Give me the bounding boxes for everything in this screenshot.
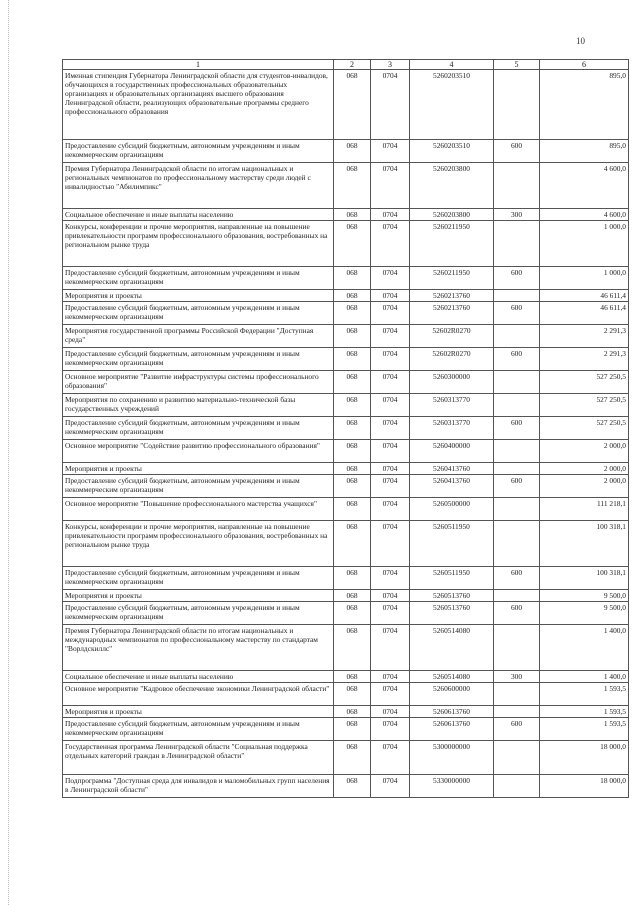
table-row — [63, 290, 629, 302]
row-section-cell: 0704 — [371, 440, 410, 463]
row-name-cell: Основное мероприятие "Кадровое обеспечение экономики Ленинградской области" — [63, 683, 334, 706]
row-name-cell: Социальное обеспечение и иные выплаты населению — [63, 671, 334, 683]
row-expense-type-cell: 600 — [494, 567, 540, 590]
table-row — [63, 325, 629, 348]
row-amount-cell: 527 250,5 — [540, 394, 629, 417]
row-section-cell: 0704 — [371, 371, 410, 394]
row-name-cell: Мероприятия и проекты — [63, 590, 334, 602]
row-code-cell: 068 — [334, 602, 371, 625]
table-row — [63, 671, 629, 683]
row-code-cell: 068 — [334, 325, 371, 348]
row-amount-cell: 1 593,5 — [540, 718, 629, 741]
table-row — [63, 209, 629, 221]
row-target-cell: 5260413760 — [410, 463, 494, 475]
row-target-cell: 5260613760 — [410, 718, 494, 741]
row-amount-cell: 2 000,0 — [540, 475, 629, 498]
row-target-cell: 5260213760 — [410, 290, 494, 302]
table-row — [63, 498, 629, 521]
row-code-cell: 068 — [334, 625, 371, 671]
row-name-cell: Мероприятия государственной программы Российской Федерации "Доступная среда" — [63, 325, 334, 348]
row-target-cell: 5330000000 — [410, 775, 494, 798]
row-amount-cell: 4 600,0 — [540, 209, 629, 221]
row-target-cell: 5260213760 — [410, 302, 494, 325]
row-name-cell: Основное мероприятие "Развитие инфраструктуры системы профессионального образования" — [63, 371, 334, 394]
row-expense-type-cell — [494, 775, 540, 798]
row-code-cell: 068 — [334, 70, 371, 140]
row-code-cell: 068 — [334, 209, 371, 221]
table-row — [63, 463, 629, 475]
table-row — [63, 741, 629, 775]
row-code-cell: 068 — [334, 706, 371, 718]
row-section-cell: 0704 — [371, 209, 410, 221]
table-header-row — [63, 60, 629, 70]
page-number: 10 — [576, 36, 585, 46]
row-name-cell: Премия Губернатора Ленинградской области по итогам национальных и региональных чемпионатов по профессиональному мастерству среди людей с инвалидностью "Абилимпикс" — [63, 163, 334, 209]
row-expense-type-cell — [494, 325, 540, 348]
table-row — [63, 567, 629, 590]
row-expense-type-cell: 600 — [494, 475, 540, 498]
row-section-cell: 0704 — [371, 348, 410, 371]
row-target-cell: 5260203800 — [410, 209, 494, 221]
row-expense-type-cell — [494, 70, 540, 140]
row-target-cell: 52602R0270 — [410, 348, 494, 371]
row-expense-type-cell — [494, 394, 540, 417]
row-target-cell: 5260203510 — [410, 140, 494, 163]
row-name-cell: Конкурсы, конференции и прочие мероприятия, направленные на повышение привлекательности программ профессионального образования, востребованных на региональном рынке труда — [63, 221, 334, 267]
row-code-cell: 068 — [334, 267, 371, 290]
row-target-cell: 5260313770 — [410, 417, 494, 440]
row-expense-type-cell — [494, 625, 540, 671]
row-amount-cell: 18 000,0 — [540, 775, 629, 798]
row-amount-cell: 100 318,1 — [540, 567, 629, 590]
table-row — [63, 70, 629, 140]
row-name-cell: Премия Губернатора Ленинградской области по итогам национальных и международных чемпионатов по профессиональному мастерству по стандартам "Ворлдскиллс" — [63, 625, 334, 671]
row-expense-type-cell — [494, 741, 540, 775]
row-expense-type-cell — [494, 463, 540, 475]
row-expense-type-cell: 600 — [494, 602, 540, 625]
row-target-cell: 5260400000 — [410, 440, 494, 463]
row-name-cell: Мероприятия и проекты — [63, 706, 334, 718]
row-amount-cell: 527 250,5 — [540, 417, 629, 440]
table-row — [63, 417, 629, 440]
row-amount-cell: 100 318,1 — [540, 521, 629, 567]
row-amount-cell: 9 500,0 — [540, 590, 629, 602]
row-code-cell: 068 — [334, 290, 371, 302]
row-section-cell: 0704 — [371, 683, 410, 706]
row-code-cell: 068 — [334, 394, 371, 417]
row-expense-type-cell — [494, 221, 540, 267]
row-amount-cell: 895,0 — [540, 140, 629, 163]
row-code-cell: 068 — [334, 371, 371, 394]
table-row — [63, 625, 629, 671]
row-code-cell: 068 — [334, 590, 371, 602]
table-row — [63, 602, 629, 625]
table-row — [63, 267, 629, 290]
row-target-cell: 5260211950 — [410, 267, 494, 290]
row-name-cell: Предоставление субсидий бюджетным, автономным учреждениям и иным некоммерческим организациям — [63, 475, 334, 498]
row-name-cell: Предоставление субсидий бюджетным, автономным учреждениям и иным некоммерческим организациям — [63, 140, 334, 163]
row-amount-cell: 1 000,0 — [540, 221, 629, 267]
row-amount-cell: 18 000,0 — [540, 741, 629, 775]
row-amount-cell: 1 400,0 — [540, 671, 629, 683]
row-expense-type-cell: 300 — [494, 671, 540, 683]
row-section-cell: 0704 — [371, 140, 410, 163]
table-row — [63, 590, 629, 602]
row-target-cell: 5260211950 — [410, 221, 494, 267]
row-section-cell: 0704 — [371, 267, 410, 290]
row-code-cell: 068 — [334, 741, 371, 775]
row-name-cell: Основное мероприятие "Содействие развитию профессионального образования" — [63, 440, 334, 463]
budget-table — [62, 59, 629, 798]
row-section-cell: 0704 — [371, 602, 410, 625]
table-row — [63, 706, 629, 718]
row-section-cell: 0704 — [371, 567, 410, 590]
row-expense-type-cell — [494, 371, 540, 394]
row-code-cell: 068 — [334, 302, 371, 325]
row-code-cell: 068 — [334, 463, 371, 475]
row-code-cell: 068 — [334, 683, 371, 706]
row-target-cell: 5260511950 — [410, 567, 494, 590]
row-expense-type-cell: 600 — [494, 718, 540, 741]
row-target-cell: 5260313770 — [410, 394, 494, 417]
column-header: 6 — [540, 60, 629, 70]
row-code-cell: 068 — [334, 475, 371, 498]
row-section-cell: 0704 — [371, 775, 410, 798]
table-body — [63, 70, 629, 798]
table-row — [63, 163, 629, 209]
row-section-cell: 0704 — [371, 706, 410, 718]
row-section-cell: 0704 — [371, 521, 410, 567]
row-section-cell: 0704 — [371, 475, 410, 498]
table-row — [63, 475, 629, 498]
row-section-cell: 0704 — [371, 671, 410, 683]
left-margin-rule — [8, 0, 9, 905]
row-code-cell: 068 — [334, 567, 371, 590]
row-amount-cell: 895,0 — [540, 70, 629, 140]
row-code-cell: 068 — [334, 348, 371, 371]
row-name-cell: Предоставление субсидий бюджетным, автономным учреждениям и иным некоммерческим организациям — [63, 567, 334, 590]
row-section-cell: 0704 — [371, 302, 410, 325]
row-amount-cell: 2 000,0 — [540, 440, 629, 463]
table-row — [63, 371, 629, 394]
row-expense-type-cell: 600 — [494, 140, 540, 163]
table-row — [63, 718, 629, 741]
row-section-cell: 0704 — [371, 417, 410, 440]
row-target-cell: 52602R0270 — [410, 325, 494, 348]
row-name-cell: Предоставление субсидий бюджетным, автономным учреждениям и иным некоммерческим организациям — [63, 718, 334, 741]
row-expense-type-cell — [494, 521, 540, 567]
row-expense-type-cell: 600 — [494, 348, 540, 371]
column-header: 1 — [63, 60, 334, 70]
row-section-cell: 0704 — [371, 221, 410, 267]
row-expense-type-cell — [494, 683, 540, 706]
row-target-cell: 5260413760 — [410, 475, 494, 498]
row-expense-type-cell: 600 — [494, 417, 540, 440]
row-name-cell: Предоставление субсидий бюджетным, автономным учреждениям и иным некоммерческим организациям — [63, 267, 334, 290]
row-expense-type-cell — [494, 163, 540, 209]
row-section-cell: 0704 — [371, 463, 410, 475]
row-target-cell: 5260613760 — [410, 706, 494, 718]
row-name-cell: Мероприятия по сохранению и развитию материально-технической базы государственных учреждений — [63, 394, 334, 417]
row-amount-cell: 2 291,3 — [540, 348, 629, 371]
row-name-cell: Государственная программа Ленинградской области "Социальная поддержка отдельных категорий граждан в Ленинградской области" — [63, 741, 334, 775]
row-amount-cell: 527 250,5 — [540, 371, 629, 394]
row-name-cell: Основное мероприятие "Повышение профессионального мастерства учащихся" — [63, 498, 334, 521]
row-name-cell: Социальное обеспечение и иные выплаты населению — [63, 209, 334, 221]
column-header: 4 — [410, 60, 494, 70]
row-section-cell: 0704 — [371, 625, 410, 671]
row-expense-type-cell — [494, 290, 540, 302]
table-row — [63, 775, 629, 798]
row-section-cell: 0704 — [371, 290, 410, 302]
row-amount-cell: 1 000,0 — [540, 267, 629, 290]
row-amount-cell: 46 611,4 — [540, 290, 629, 302]
row-code-cell: 068 — [334, 221, 371, 267]
row-amount-cell: 1 400,0 — [540, 625, 629, 671]
row-expense-type-cell — [494, 590, 540, 602]
row-expense-type-cell: 600 — [494, 302, 540, 325]
row-amount-cell: 1 593,5 — [540, 706, 629, 718]
row-target-cell: 5260511950 — [410, 521, 494, 567]
row-code-cell: 068 — [334, 498, 371, 521]
row-code-cell: 068 — [334, 521, 371, 567]
row-section-cell: 0704 — [371, 718, 410, 741]
row-code-cell: 068 — [334, 440, 371, 463]
row-amount-cell: 4 600,0 — [540, 163, 629, 209]
row-target-cell: 5260514080 — [410, 625, 494, 671]
row-expense-type-cell — [494, 440, 540, 463]
row-expense-type-cell: 600 — [494, 267, 540, 290]
row-code-cell: 068 — [334, 140, 371, 163]
row-amount-cell: 46 611,4 — [540, 302, 629, 325]
row-target-cell: 5260513760 — [410, 602, 494, 625]
table-row — [63, 302, 629, 325]
row-name-cell: Мероприятия и проекты — [63, 463, 334, 475]
row-section-cell: 0704 — [371, 163, 410, 209]
table-row — [63, 440, 629, 463]
table-row — [63, 221, 629, 267]
row-name-cell: Предоставление субсидий бюджетным, автономным учреждениям и иным некоммерческим организациям — [63, 302, 334, 325]
table-row — [63, 683, 629, 706]
row-name-cell: Именная стипендия Губернатора Ленинградской области для студентов-инвалидов, обучающихся в государственных профессиональных образовательных организациях и образовательных организациях высшего образования Ленинградской области, реализующих образовательные программы среднего профессионального образования — [63, 70, 334, 140]
row-expense-type-cell — [494, 498, 540, 521]
row-amount-cell: 9 500,0 — [540, 602, 629, 625]
row-code-cell: 068 — [334, 417, 371, 440]
row-name-cell: Подпрограмма "Доступная среда для инвалидов и маломобильных групп населения в Ленинградской области" — [63, 775, 334, 798]
row-name-cell: Конкурсы, конференции и прочие мероприятия, направленные на повышение привлекательности программ профессионального образования, востребованных на региональном рынке труда — [63, 521, 334, 567]
row-amount-cell: 1 593,5 — [540, 683, 629, 706]
column-header: 2 — [334, 60, 371, 70]
row-section-cell: 0704 — [371, 70, 410, 140]
row-code-cell: 068 — [334, 671, 371, 683]
row-amount-cell: 2 000,0 — [540, 463, 629, 475]
row-section-cell: 0704 — [371, 741, 410, 775]
row-expense-type-cell — [494, 706, 540, 718]
row-target-cell: 5300000000 — [410, 741, 494, 775]
table-row — [63, 394, 629, 417]
row-code-cell: 068 — [334, 718, 371, 741]
row-target-cell: 5260600000 — [410, 683, 494, 706]
row-target-cell: 5260500000 — [410, 498, 494, 521]
row-code-cell: 068 — [334, 775, 371, 798]
row-target-cell: 5260203510 — [410, 70, 494, 140]
row-target-cell: 5260203800 — [410, 163, 494, 209]
column-header: 3 — [371, 60, 410, 70]
row-target-cell: 5260300000 — [410, 371, 494, 394]
row-section-cell: 0704 — [371, 325, 410, 348]
table-row — [63, 348, 629, 371]
column-header: 5 — [494, 60, 540, 70]
row-expense-type-cell: 300 — [494, 209, 540, 221]
row-name-cell: Мероприятия и проекты — [63, 290, 334, 302]
row-name-cell: Предоставление субсидий бюджетным, автономным учреждениям и иным некоммерческим организациям — [63, 348, 334, 371]
table-row — [63, 521, 629, 567]
row-section-cell: 0704 — [371, 394, 410, 417]
row-amount-cell: 111 218,1 — [540, 498, 629, 521]
row-amount-cell: 2 291,3 — [540, 325, 629, 348]
row-name-cell: Предоставление субсидий бюджетным, автономным учреждениям и иным некоммерческим организациям — [63, 417, 334, 440]
row-code-cell: 068 — [334, 163, 371, 209]
row-section-cell: 0704 — [371, 590, 410, 602]
row-section-cell: 0704 — [371, 498, 410, 521]
table-row — [63, 140, 629, 163]
row-name-cell: Предоставление субсидий бюджетным, автономным учреждениям и иным некоммерческим организациям — [63, 602, 334, 625]
row-target-cell: 5260514080 — [410, 671, 494, 683]
row-target-cell: 5260513760 — [410, 590, 494, 602]
